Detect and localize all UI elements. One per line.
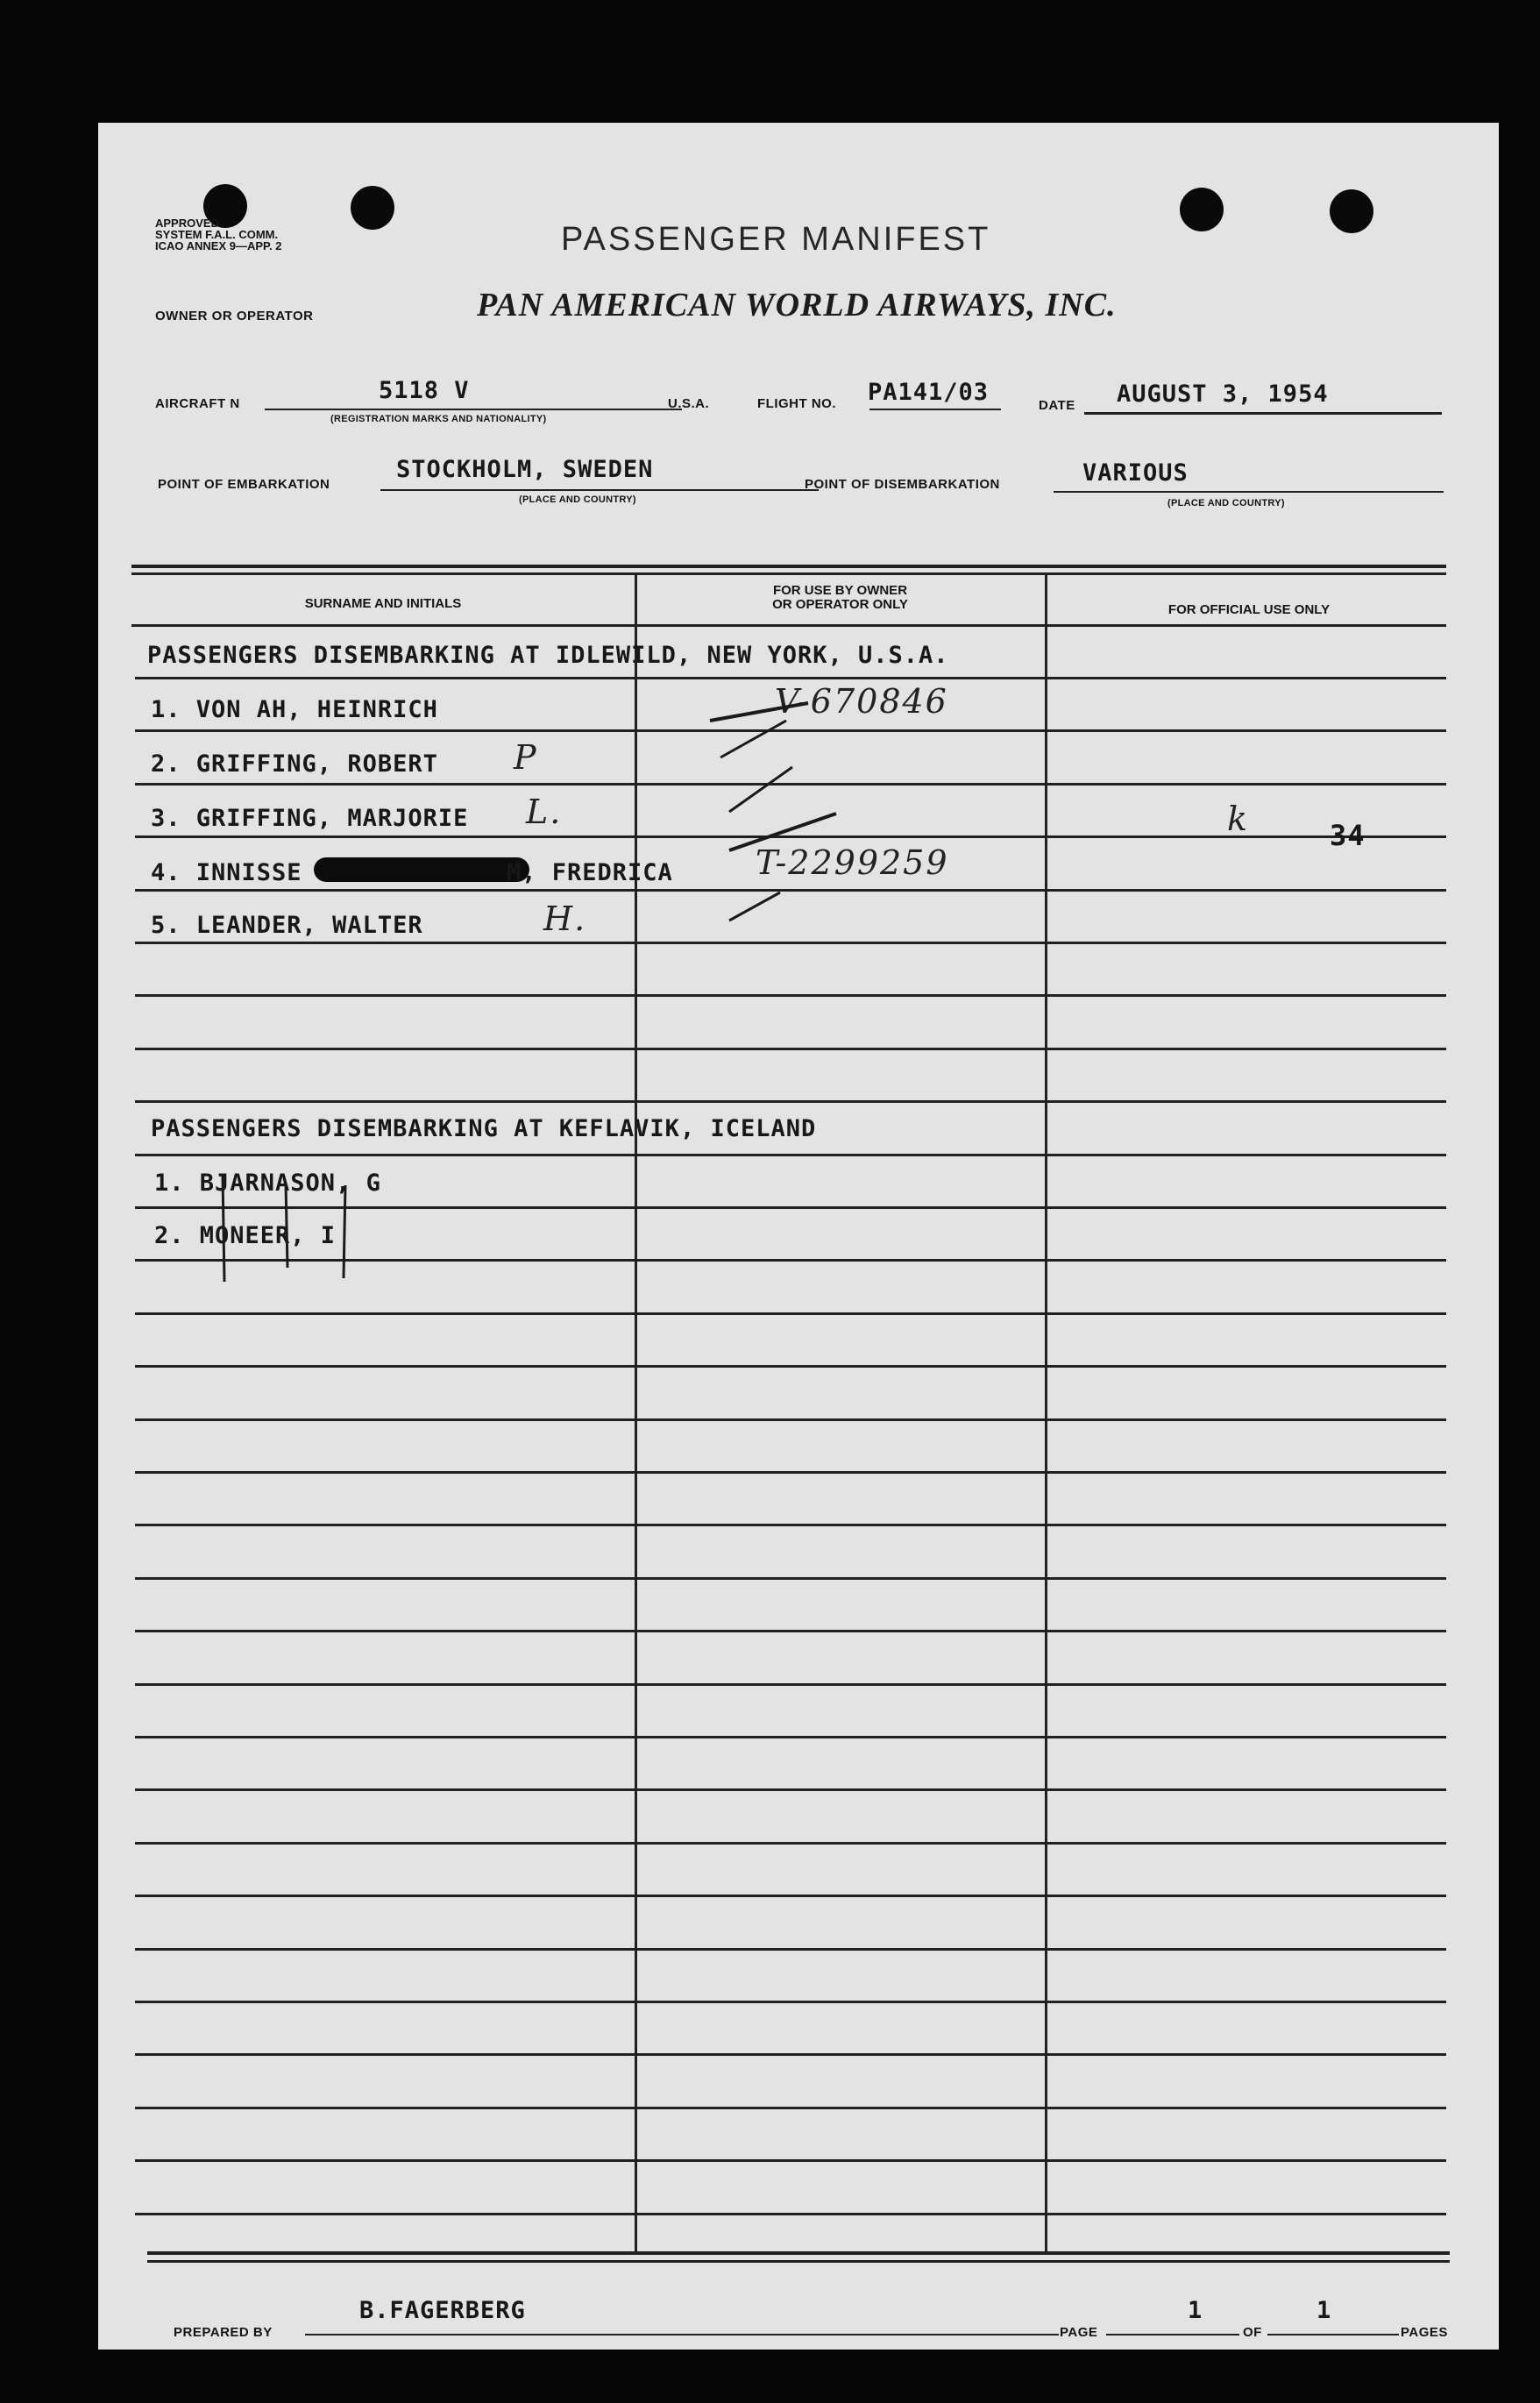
disembarkation-value: VARIOUS [1082, 459, 1189, 487]
passenger-name: 1. VON AH, HEINRICH [151, 696, 438, 723]
airline-name: PAN AMERICAN WORLD AIRWAYS, INC. [477, 287, 1117, 323]
row-rule [135, 1154, 1446, 1156]
passenger-name: 1. BJARNASON, G [154, 1170, 381, 1197]
aircraft-nationality: U.S.A. [668, 396, 710, 411]
row-rule [135, 2107, 1446, 2109]
row-rule [135, 1577, 1446, 1580]
check-mark-icon [729, 814, 836, 850]
embarkation-label: POINT OF EMBARKATION [158, 477, 330, 492]
flight-label: FLIGHT NO. [757, 396, 836, 411]
punch-hole-4 [1330, 189, 1373, 233]
row-rule [135, 1842, 1446, 1845]
passenger-note: V-670846 [775, 682, 948, 721]
owner-label: OWNER OR OPERATOR [155, 309, 314, 323]
row-rule [135, 1100, 1446, 1103]
row-rule [135, 1471, 1446, 1474]
row-rule [135, 1630, 1446, 1632]
embarkation-value: STOCKHOLM, SWEDEN [396, 456, 654, 483]
of-line [1267, 2334, 1399, 2335]
approval-line-1: APPROVED [155, 217, 219, 230]
disembarkation-line [1054, 491, 1444, 493]
row-rule [135, 1948, 1446, 1951]
table-top-rule [131, 565, 1446, 568]
manifest-sheet [98, 123, 1499, 2350]
table-top-rule-2 [131, 572, 1446, 575]
row-rule [135, 1365, 1446, 1368]
row-rule [135, 2213, 1446, 2215]
check-mark-icon [720, 721, 786, 757]
prepared-line [305, 2334, 1059, 2335]
ditto-stroke-icon [344, 1185, 345, 1278]
check-mark-icon [710, 703, 808, 721]
owner-header-line-2: OR OPERATOR ONLY [772, 597, 908, 612]
column-header-names: SURNAME AND INITIALS [304, 596, 462, 611]
passenger-name: 4. INNISSE [151, 859, 302, 886]
group-heading: PASSENGERS DISEMBARKING AT KEFLAVIK, ICELAND [151, 1115, 817, 1142]
punch-hole-2 [351, 186, 394, 230]
check-mark-icon [729, 892, 780, 921]
page-value: 1 [1188, 2297, 1203, 2324]
pages-label: PAGES [1401, 2325, 1448, 2340]
aircraft-value: 5118 V [379, 377, 470, 404]
aircraft-line [265, 409, 682, 410]
check-mark-icon [729, 767, 792, 812]
punch-hole-3 [1180, 188, 1224, 231]
approval-line-3: ICAO ANNEX 9—APP. 2 [155, 239, 282, 252]
prepared-value: B.FAGERBERG [359, 2297, 526, 2324]
official-mark: k [1227, 800, 1250, 838]
disembarkation-label: POINT OF DISEMBARKATION [805, 477, 1000, 492]
aircraft-sublabel: (REGISTRATION MARKS AND NATIONALITY) [330, 414, 547, 424]
official-number: 34 [1330, 819, 1366, 852]
redaction-mark [314, 857, 529, 882]
passenger-initial: L. [526, 793, 563, 831]
passenger-name: 2. MONEER, I [154, 1222, 337, 1249]
row-rule [135, 1788, 1446, 1791]
row-rule [135, 2159, 1446, 2162]
passenger-name-tail: M, FREDRICA [507, 859, 673, 886]
table-bottom-rule [147, 2251, 1450, 2255]
passenger-name: 2. GRIFFING, ROBERT [151, 750, 438, 778]
approval-note [155, 217, 282, 252]
row-rule [135, 1683, 1446, 1686]
date-value: AUGUST 3, 1954 [1117, 380, 1329, 408]
date-line [1084, 412, 1442, 415]
row-rule [135, 1312, 1446, 1315]
header-bottom-rule [131, 624, 1446, 627]
column-header-official: FOR OFFICIAL USE ONLY [1167, 602, 1331, 617]
page-title: PASSENGER MANIFEST [561, 221, 991, 258]
group-heading: PASSENGERS DISEMBARKING AT IDLEWILD, NEW YORK, U.S.A. [147, 642, 949, 669]
prepared-label: PREPARED BY [174, 2325, 273, 2340]
disembarkation-sublabel: (PLACE AND COUNTRY) [1167, 498, 1285, 508]
ditto-stroke-icon [286, 1184, 287, 1268]
row-rule [135, 2053, 1446, 2056]
passenger-initial: P [514, 738, 538, 777]
aircraft-label: AIRCRAFT N [155, 396, 240, 411]
ditto-stroke-icon [223, 1175, 224, 1282]
check-marks [607, 666, 852, 1070]
date-label: DATE [1039, 398, 1075, 413]
passenger-note: T-2299259 [756, 843, 949, 882]
passenger-name: 3. GRIFFING, MARJORIE [151, 805, 469, 832]
embarkation-sublabel: (PLACE AND COUNTRY) [519, 494, 636, 505]
table-bottom-rule-2 [147, 2260, 1450, 2263]
column-header-owner [636, 584, 1044, 612]
ditto-strokes [212, 1166, 352, 1289]
row-rule [135, 2001, 1446, 2003]
passenger-initial: H. [543, 899, 587, 938]
approval-line-2: SYSTEM F.A.L. COMM. [155, 228, 279, 241]
flight-value: PA141/03 [868, 379, 990, 406]
owner-header-line-1: FOR USE BY OWNER [772, 583, 908, 598]
page-line [1106, 2334, 1239, 2335]
row-rule [135, 1736, 1446, 1738]
passenger-name: 5. LEANDER, WALTER [151, 912, 423, 939]
page-label: PAGE [1060, 2325, 1098, 2340]
of-value: 1 [1316, 2297, 1332, 2324]
of-label: OF [1243, 2325, 1262, 2340]
row-rule [135, 1895, 1446, 1897]
row-rule [135, 1524, 1446, 1526]
column-divider-2 [1045, 572, 1047, 2251]
flight-line [869, 409, 1001, 410]
embarkation-line [380, 489, 819, 491]
row-rule [135, 1418, 1446, 1421]
